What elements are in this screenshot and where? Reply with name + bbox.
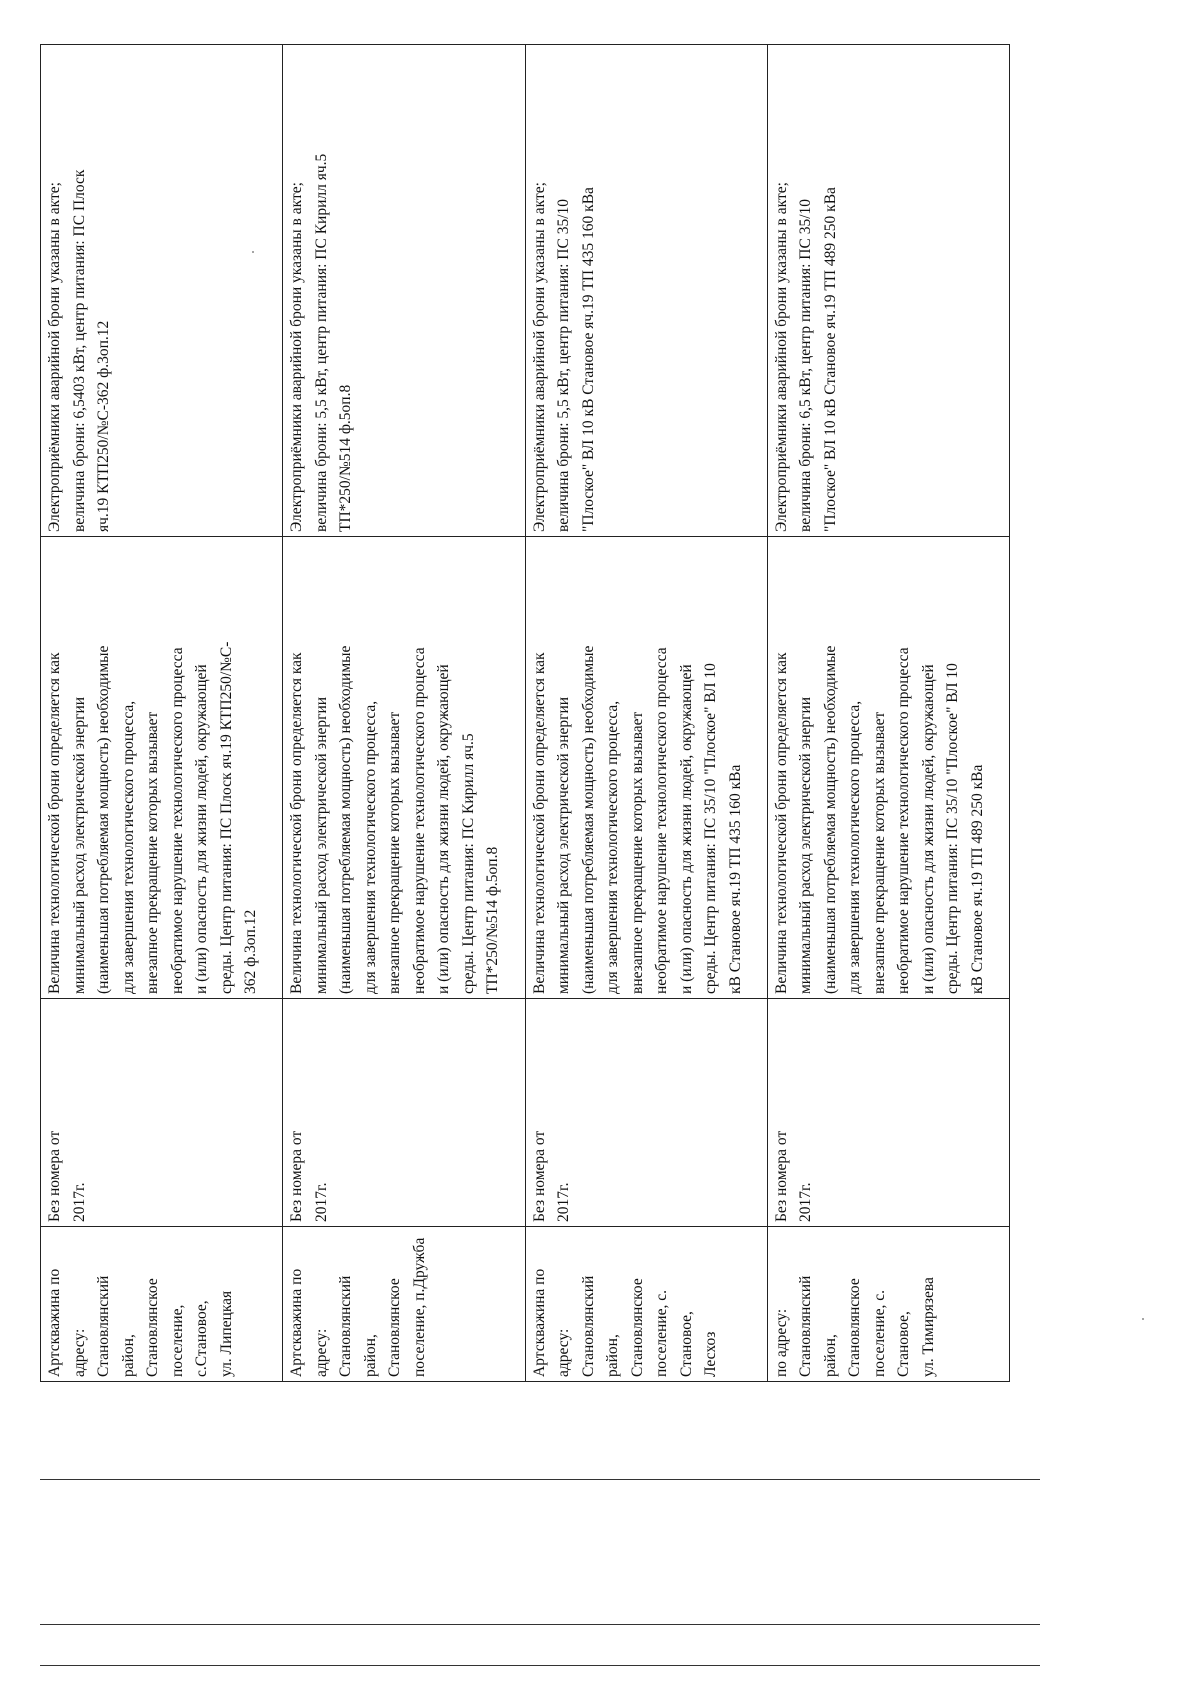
divider-line — [40, 1479, 1040, 1480]
rotated-page-content — [40, 45, 1010, 1382]
act-number-cell: Без номера от 2017г. — [283, 999, 525, 1227]
emergency-reserve-cell: Электроприёмники аварийной брони указаны в акте; величина брони: 6,5403 кВт, центр питания: ПС Плоск яч.19 КТП250/№С-362 ф.3оп.12 — [41, 45, 283, 537]
table-row — [525, 45, 767, 1382]
table-row — [283, 45, 525, 1382]
scan-speck — [1142, 1318, 1144, 1320]
table-row — [41, 45, 283, 1382]
act-number-cell: Без номера от 2017г. — [525, 999, 767, 1227]
emergency-reserve-cell: Электроприёмники аварийной брони указаны в акте; величина брони: 5,5 кВт, центр питания: ПС 35/10 "Плоское" ВЛ 10 кВ Становое яч.19 ТП 435 160 кВа — [525, 45, 767, 537]
technological-reserve-cell: Величина технологической брони определяется как минимальный расход электрической энергии (наименьшая потребляемая мощность) необходимые для завершения технологического процесса, внезапное прекращение которых вызывает необратимое нарушение технологического процесса и (или) опасность для жизни людей, окружающей среды. Центр питания: ПС 35/10 "Плоское" ВЛ 10 кВ Становое яч.19 ТП 489 250 кВа — [767, 537, 1009, 999]
emergency-reserve-cell: Электроприёмники аварийной брони указаны в акте; величина брони: 6,5 кВт, центр питания: ПС 35/10 "Плоское" ВЛ 10 кВ Становое яч.19 ТП 489 250 кВа — [767, 45, 1009, 537]
emergency-reserve-cell: Электроприёмники аварийной брони указаны в акте; величина брони: 5,5 кВт, центр питания: ПС Кирилл яч.5 ТП*250/№514 ф.5оп.8 — [283, 45, 525, 537]
reservation-table — [40, 44, 1010, 1382]
table-row — [767, 45, 1009, 1382]
scan-speck — [252, 251, 254, 253]
object-address-cell: Артскважина по адресу: Становлянский район, Становлянское поселение, с.Становое, ул. Липецкая — [41, 1227, 283, 1382]
technological-reserve-cell: Величина технологической брони определяется как минимальный расход электрической энергии (наименьшая потребляемая мощность) необходимые для завершения технологического процесса, внезапное прекращение которых вызывает необратимое нарушение технологического процесса и (или) опасность для жизни людей, окружающей среды. Центр питания: ПС Кирилл яч.5 ТП*250/№514 ф.5оп.8 — [283, 537, 525, 999]
object-address-cell: Артскважина по адресу: Становлянский район, Становлянское поселение, с. Становое, Лесхоз — [525, 1227, 767, 1382]
object-address-cell: по адресу: Становлянский район, Становлянское поселение, с. Становое, ул. Тимирязева — [767, 1227, 1009, 1382]
technological-reserve-cell: Величина технологической брони определяется как минимальный расход электрической энергии (наименьшая потребляемая мощность) необходимые для завершения технологического процесса, внезапное прекращение которых вызывает необратимое нарушение технологического процесса и (или) опасность для жизни людей, окружающей среды. Центр питания: ПС Плоск яч.19 КТП250/№С- 362 ф.3оп.12 — [41, 537, 283, 999]
divider-line — [40, 1624, 1040, 1625]
act-number-cell: Без номера от 2017г. — [767, 999, 1009, 1227]
divider-line — [40, 1665, 1040, 1666]
object-address-cell: Артскважина по адресу: Становлянский район, Становлянское поселение, п.Дружба — [283, 1227, 525, 1382]
technological-reserve-cell: Величина технологической брони определяется как минимальный расход электрической энергии (наименьшая потребляемая мощность) необходимые для завершения технологического процесса, внезапное прекращение которых вызывает необратимое нарушение технологического процесса и (или) опасность для жизни людей, окружающей среды. Центр питания: ПС 35/10 "Плоское" ВЛ 10 кВ Становое яч.19 ТП 435 160 кВа — [525, 537, 767, 999]
act-number-cell: Без номера от 2017г. — [41, 999, 283, 1227]
